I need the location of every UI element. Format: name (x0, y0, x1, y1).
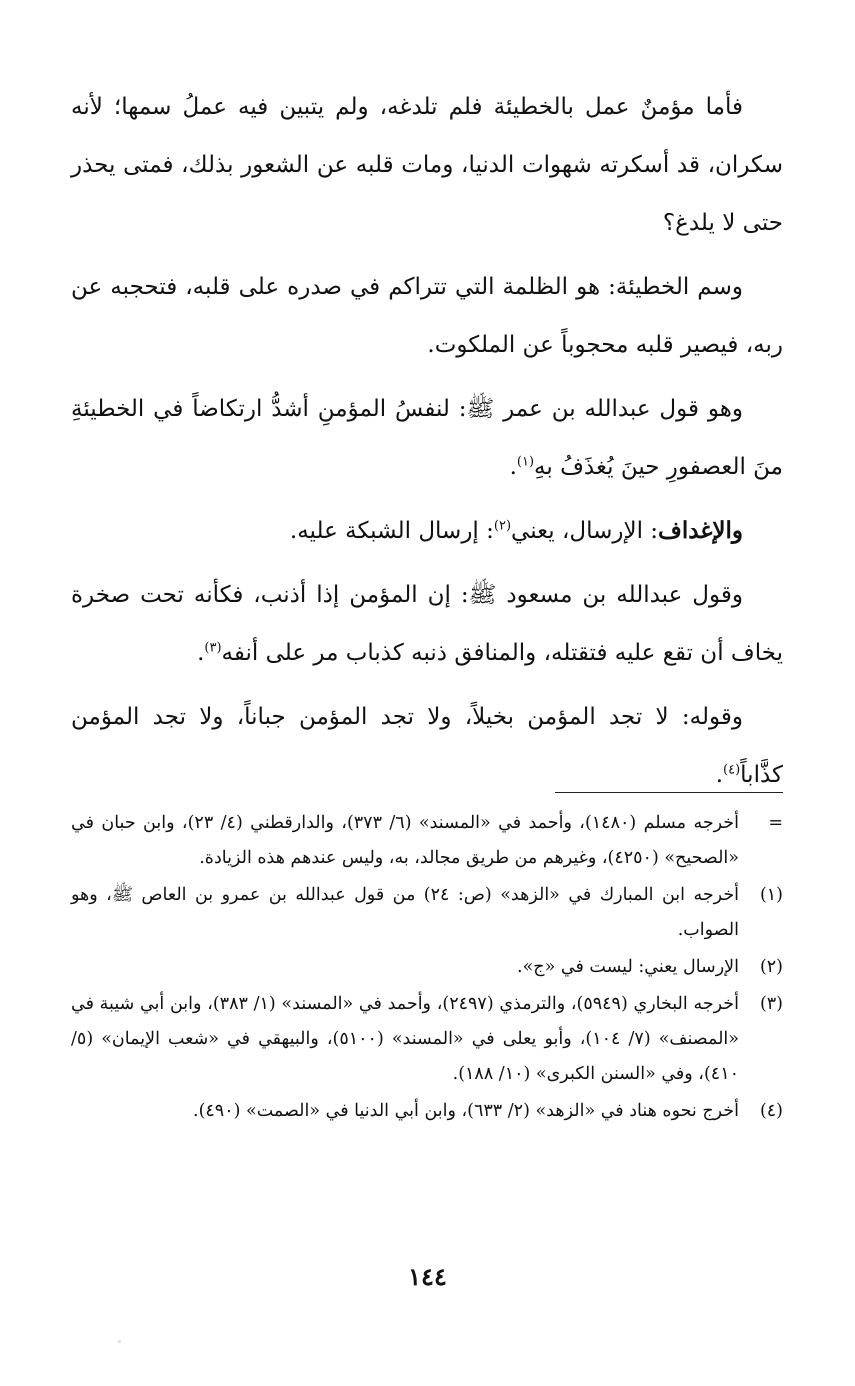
footnote-ref-1: (١) (516, 454, 535, 470)
paragraph-2: وسم الخطيئة: هو الظلمة التي تتراكم في صدره على قلبه، فتحجبه عن ربه، فيصير قلبه محجوباً عن الملكوت. (71, 274, 783, 358)
footnote-ref-3: (٣) (204, 640, 222, 656)
main-text (71, 78, 783, 810)
page-number: ١٤٤ (408, 1262, 447, 1291)
footnote-text: أخرجه ابن المبارك في «الزهد» (ص: ٢٤) من قول عبدالله بن عمرو بن العاص ﷺ، وهو الصواب. (71, 885, 740, 940)
footnote-4 (71, 1094, 783, 1129)
footnote-continuation (71, 806, 783, 876)
footnote-text: أخرجه مسلم (١٤٨٠)، وأحمد في «المسند» (٦/ ٣٧٣)، والدارقطني (٤/ ٢٣)، وابن حبان في «الصحيح» (٤٢٥٠)، وغيرهم من طريق مجالد، به، وليس عندهم هذه الزيادة. (71, 813, 739, 868)
paragraph-3: وهو قول عبدالله بن عمر ﷺ: لنفسُ المؤمنِ أشدُّ ارتكاضاً في الخطيئةِ منَ العصفورِ حينَ يُغذَفُ بهِ$^{(١)}$. (71, 396, 783, 480)
footnote-ref-4: (٤) (723, 762, 741, 778)
footnote-text: أخرج نحوه هناد في «الزهد» (٢/ ٦٣٣)، وابن أبي الدنيا في «الصمت» (٤٩٠). (193, 1101, 739, 1121)
footnote-text: الإرسال يعني: ليست في «ج». (517, 957, 739, 977)
footnote-separator (555, 792, 783, 793)
footnote-marker: = (768, 813, 783, 833)
footnote-marker: (٢) (759, 957, 783, 977)
footnotes (71, 806, 783, 1131)
footnote-2 (71, 950, 783, 985)
footnote-marker: (١) (759, 885, 783, 905)
footnote-3 (71, 987, 783, 1092)
footnote-ref-2: (٢) (493, 518, 512, 534)
footnote-marker: (٣) (759, 994, 783, 1014)
footnote-marker: (٤) (759, 1101, 783, 1121)
footnote-1 (71, 878, 783, 948)
paragraph-4: والإغداف: الإرسال، يعني$^{(٢)}$: إرسال الشبكة عليه. (289, 517, 743, 544)
defined-term: والإغداف (658, 517, 743, 544)
paragraph-1: فأما مؤمنٌ عمل بالخطيئة فلم تلدغه، ولم يتبين فيه عملُ سمها؛ لأنه سكران، قد أسكرته شهوات الدنيا، ومات قلبه عن الشعور بذلك، فمتى يحذر حتى لا يلدغ؟ (71, 94, 783, 236)
paragraph-6: وقوله: لا تجد المؤمن بخيلاً، ولا تجد المؤمن جباناً، ولا تجد المؤمن كذَّاباً$^{(٤)}$. (71, 704, 783, 788)
footnote-text: أخرجه البخاري (٥٩٤٩)، والترمذي (٢٤٩٧)، وأحمد في «المسند» (١/ ٣٨٣)، وابن أبي شيبة في «المصنف» (٧/ ١٠٤)، وأبو يعلى في «المسند» (٥١٠٠)، والبيهقي في «شعب الإيمان» (٥/ ٤١٠)، وفي «السنن الكبرى» (١٠/ ١٨٨). (71, 994, 740, 1084)
scan-speck (118, 1340, 121, 1343)
paragraph-5: وقول عبدالله بن مسعود ﷺ: إن المؤمن إذا أذنب، فكأنه تحت صخرة يخاف أن تقع عليه فتقتله، والمنافق ذنبه كذباب مر على أنفه$^{(٣)}$. (71, 582, 783, 666)
